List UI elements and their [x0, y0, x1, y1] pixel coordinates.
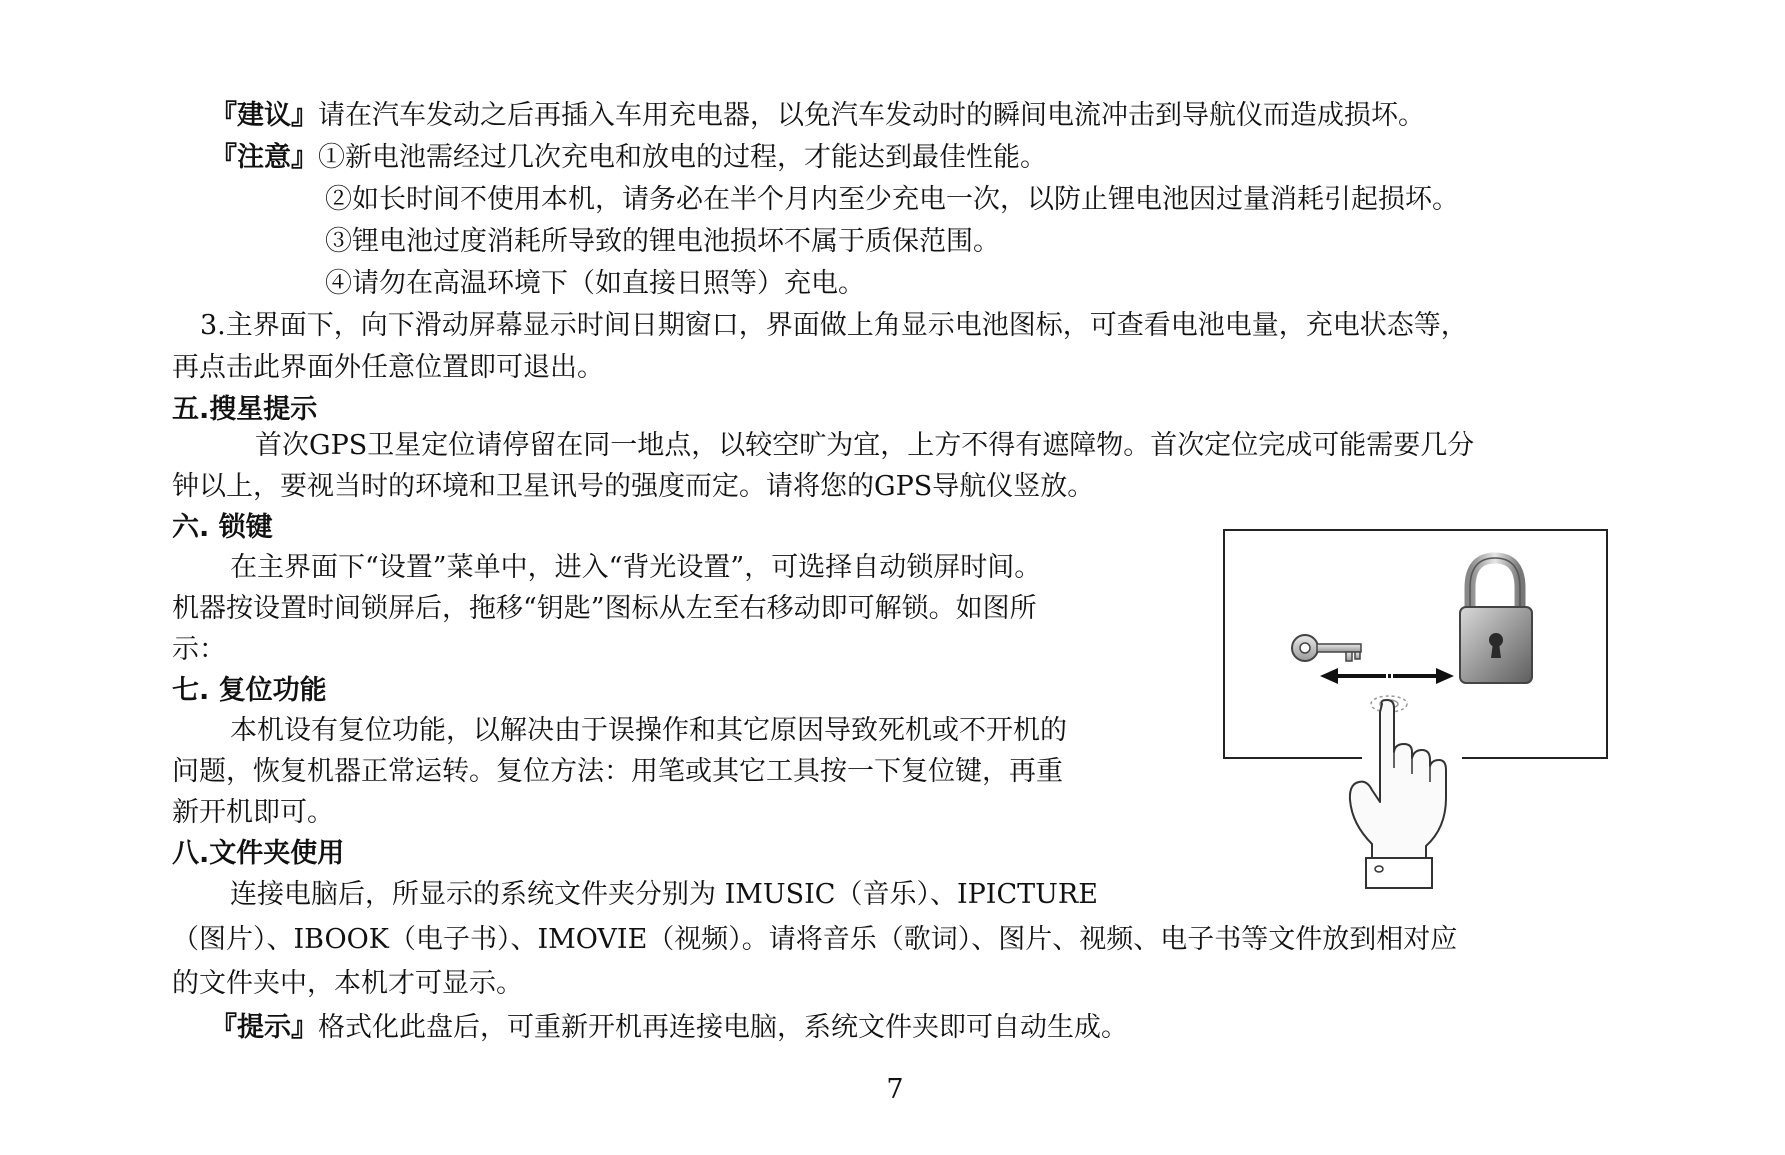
page-number: 7 [886, 1074, 904, 1105]
item3-line-2: 再点击此界面外任意位置即可退出。 [172, 352, 604, 383]
key-icon [1292, 635, 1361, 661]
section8-line-1: 连接电脑后，所显示的系统文件夹分别为 IMUSIC（音乐）、IPICTURE [230, 879, 1098, 910]
caution-item-1: ①新电池需经过几次充电和放电的过程，才能达到最佳性能。 [318, 142, 1047, 173]
section6-line-2: 机器按设置时间锁屏后，拖移“钥匙”图标从左至右移动即可解锁。如图所 [172, 593, 1037, 624]
item3-line-1: 3.主界面下，向下滑动屏幕显示时间日期窗口，界面做上角显示电池图标，可查看电池电量，充电状态等， [200, 310, 1468, 341]
suggestion-tag: 『建议』 [210, 100, 318, 131]
tip-paragraph [210, 1010, 1128, 1046]
section5-line-1: 首次GPS卫星定位请停留在同一地点，以较空旷为宜，上方不得有遮障物。首次定位完成可能需要几分 [255, 430, 1475, 461]
section7-line-3: 新开机即可。 [172, 797, 334, 828]
section6-line-3: 示： [172, 634, 226, 665]
caution-paragraph [210, 140, 1047, 176]
caution-item-2: ②如长时间不使用本机，请务必在半个月内至少充电一次，以防止锂电池因过量消耗引起损坏。 [325, 184, 1459, 215]
section7-line-2: 问题，恢复机器正常运转。复位方法：用笔或其它工具按一下复位键，再重 [172, 756, 1063, 787]
double-arrow-icon [1320, 668, 1454, 684]
unlock-illustration-svg [1222, 528, 1610, 893]
section8-heading: 八.文件夹使用 [172, 838, 345, 869]
section5-heading: 五.搜星提示 [172, 394, 318, 425]
suggestion-paragraph [210, 98, 1425, 134]
tip-tag: 『提示』 [210, 1012, 318, 1043]
section5-line-2: 钟以上，要视当时的环境和卫星讯号的强度而定。请将您的GPS导航仪竖放。 [172, 471, 1095, 502]
unlock-illustration [1222, 528, 1610, 893]
tip-text: 格式化此盘后，可重新开机再连接电脑，系统文件夹即可自动生成。 [318, 1012, 1128, 1043]
screen-frame [1224, 530, 1607, 758]
section6-line-1: 在主界面下“设置”菜单中，进入“背光设置”，可选择自动锁屏时间。 [230, 552, 1042, 583]
section7-line-1: 本机设有复位功能，以解决由于误操作和其它原因导致死机或不开机的 [230, 715, 1067, 746]
pointing-hand-icon [1350, 700, 1446, 888]
section6-heading: 六. 锁键 [172, 512, 273, 543]
suggestion-text: 请在汽车发动之后再插入车用充电器，以免汽车发动时的瞬间电流冲击到导航仪而造成损坏。 [318, 100, 1425, 131]
caution-tag: 『注意』 [210, 142, 318, 173]
section8-line-2: （图片）、IBOOK（电子书）、IMOVIE（视频）。请将音乐（歌词）、图片、视频、电子书等文件放到相对应 [172, 924, 1458, 955]
section7-heading: 七. 复位功能 [172, 675, 327, 706]
caution-item-3: ③锂电池过度消耗所导致的锂电池损坏不属于质保范围。 [325, 226, 1000, 257]
padlock-icon [1460, 558, 1532, 683]
caution-item-4: ④请勿在高温环境下（如直接日照等）充电。 [325, 268, 865, 299]
section8-line-3: 的文件夹中，本机才可显示。 [172, 968, 523, 999]
